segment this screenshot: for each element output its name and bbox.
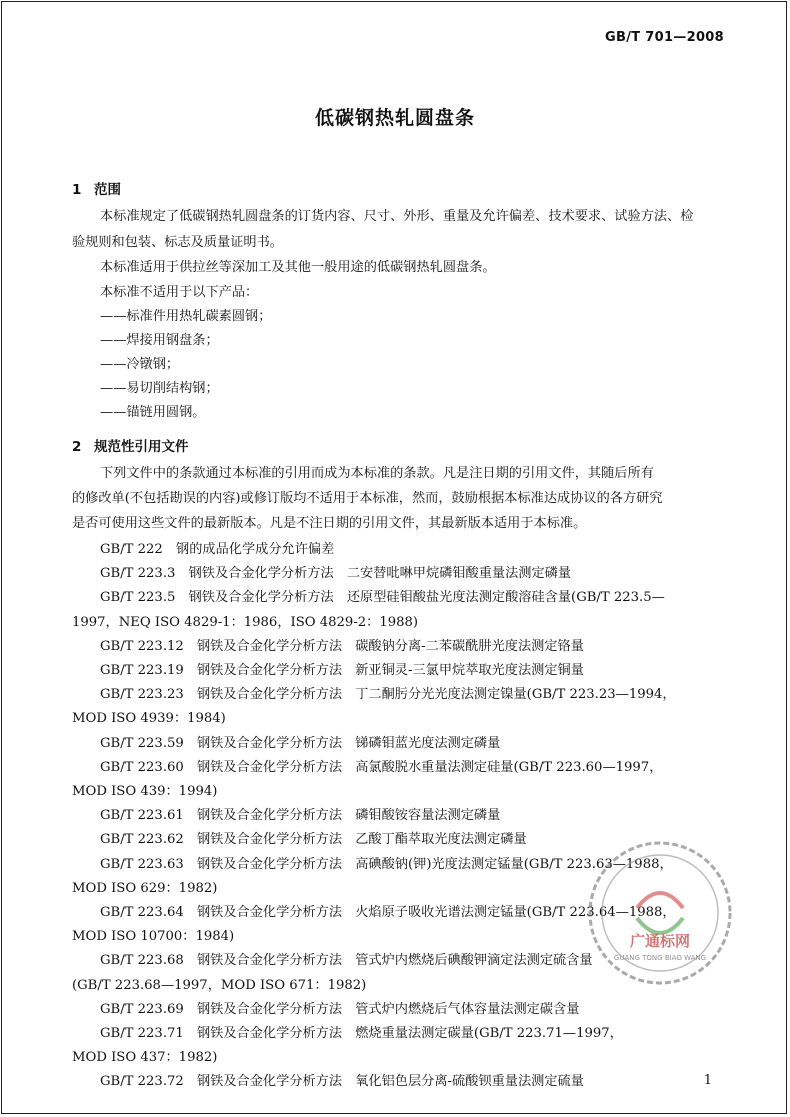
reference-title: 钢铁及合金化学分析方法 新亚铜灵-三氯甲烷萃取光度法测定铜量 [197,663,584,678]
reference-code: GB/T 223.59 [100,736,184,751]
reference-title: 钢的成品化学成分允许偏差 [176,542,335,557]
svg-text:广通标网: 广通标网 [629,932,691,950]
reference-continuation: MOD ISO 629：1982) [72,881,218,896]
list-item: ——易切削结构钢； [100,381,219,396]
reference-continuation: MOD ISO 10700：1984) [72,929,235,944]
reference-code: GB/T 223.62 [100,832,184,847]
reference-title: 钢铁及合金化学分析方法 碳酸钠分离-二苯碳酰肼光度法测定铬量 [197,639,584,654]
reference-title: 钢铁及合金化学分析方法 锑磷钼蓝光度法测定磷量 [197,736,501,751]
paragraph-line: 本标准适用于供拉丝等深加工及其他一般用途的低碳钢热轧圆盘条。 [100,260,496,275]
reference-continuation: MOD ISO 4939：1984) [72,711,226,726]
reference-title: 钢铁及合金化学分析方法 乙酸丁酯萃取光度法测定磷量 [197,832,527,847]
page-number: 1 [703,1073,712,1088]
reference-title: 钢铁及合金化学分析方法 高氯酸脱水重量法测定硅量(GB/T 223.60—1997， [197,760,663,775]
reference-item [100,807,722,825]
section-title: 范围 [94,182,121,198]
standard-number: GB/T 701—2008 [605,30,724,45]
reference-code: GB/T 222 [100,542,163,557]
reference-title: 钢铁及合金化学分析方法 丁二酮肟分光光度法测定镍量(GB/T 223.23—1994， [197,687,676,702]
reference-continuation: MOD ISO 437：1982) [72,1050,218,1065]
reference-code: GB/T 223.5 [100,590,176,605]
reference-title: 钢铁及合金化学分析方法 还原型硅钼酸盐光度法测定酸溶硅含量(GB/T 223.5— [188,590,665,605]
reference-item [100,565,722,583]
section-title: 规范性引用文件 [94,439,189,455]
reference-code: GB/T 223.60 [100,760,184,775]
document-title: 低碳钢热轧圆盘条 [314,107,475,129]
paragraph-line: 下列文件中的条款通过本标准的引用而成为本标准的条款。凡是注日期的引用文件，其随后所有 [100,466,654,481]
reference-item [100,1025,722,1043]
reference-code: GB/T 223.72 [100,1074,184,1089]
reference-code: GB/T 223.71 [100,1026,184,1041]
section-number: 1 [72,182,82,198]
reference-title: 钢铁及合金化学分析方法 管式炉内燃烧后碘酸钾滴定法测定硫含量 [197,953,593,968]
reference-item [100,541,722,559]
paragraph-line: 验规则和包装、标志及质量证明书。 [72,235,283,250]
reference-code: GB/T 223.3 [100,566,176,581]
paragraph-line: 是否可使用这些文件的最新版本。凡是不注日期的引用文件，其最新版本适用于本标准。 [72,516,587,531]
reference-title: 钢铁及合金化学分析方法 管式炉内燃烧后气体容量法测定碳含量 [197,1002,580,1017]
reference-code: GB/T 223.69 [100,1002,184,1017]
list-item: ——锚链用圆钢。 [100,405,206,420]
paragraph-line: 本标准规定了低碳钢热轧圆盘条的订货内容、尺寸、外形、重量及允许偏差、技术要求、试验方法、检 [100,209,694,224]
section-2-heading [72,435,189,455]
reference-title: 钢铁及合金化学分析方法 火焰原子吸收光谱法测定锰量(GB/T 223.64—1988， [197,905,676,920]
reference-title: 钢铁及合金化学分析方法 氧化铝色层分离-硫酸钡重量法测定硫量 [197,1074,584,1089]
reference-code: GB/T 223.19 [100,663,184,678]
reference-item [100,759,722,777]
reference-code: GB/T 223.12 [100,639,184,654]
reference-title: 钢铁及合金化学分析方法 二安替吡啉甲烷磷钼酸重量法测定磷量 [188,566,572,581]
reference-continuation: MOD ISO 439：1994) [72,784,218,799]
reference-item [100,638,722,656]
reference-title: 钢铁及合金化学分析方法 燃烧重量法测定碳量(GB/T 223.71—1997， [197,1026,623,1041]
reference-item [100,1073,722,1091]
reference-item [100,686,722,704]
reference-continuation: (GB/T 223.68—1997，MOD ISO 671：1982) [72,978,367,993]
reference-item [100,589,722,607]
reference-item [100,1001,722,1019]
reference-title: 钢铁及合金化学分析方法 高碘酸钠(钾)光度法测定锰量(GB/T 223.63—1988， [197,857,673,872]
reference-code: GB/T 223.64 [100,905,184,920]
reference-code: GB/T 223.23 [100,687,184,702]
section-1-heading [72,178,121,198]
list-item: ——焊接用钢盘条； [100,333,219,348]
reference-code: GB/T 223.61 [100,808,184,823]
reference-item [100,662,722,680]
list-item: ——标准件用热轧碳素圆钢； [100,309,272,324]
reference-item [100,735,722,753]
section-number: 2 [72,439,82,455]
reference-continuation: 1997，NEQ ISO 4829-1：1986，ISO 4829-2：1988) [72,615,419,630]
paragraph-line: 的修改单(不包括勘误的内容)或修订版均不适用于本标准，然而，鼓励根据本标准达成协议的各方研究 [72,491,663,506]
list-item: ——冷镦钢； [100,357,180,372]
watermark-stamp-logo [585,838,735,988]
reference-title: 钢铁及合金化学分析方法 磷钼酸铵容量法测定磷量 [197,808,501,823]
svg-text:GUANG TONG BIAO WANG: GUANG TONG BIAO WANG [613,954,707,962]
reference-code: GB/T 223.68 [100,953,184,968]
paragraph-line: 本标准不适用于以下产品： [100,285,259,300]
reference-code: GB/T 223.63 [100,857,184,872]
